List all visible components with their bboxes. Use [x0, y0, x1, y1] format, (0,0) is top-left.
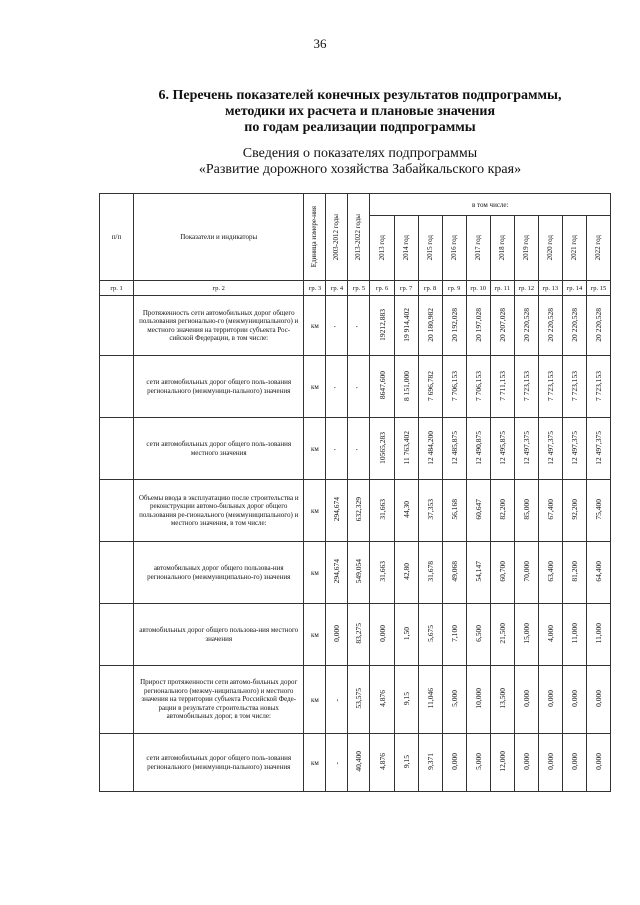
- unit-cell: км: [304, 734, 326, 792]
- value-cell: 4,000: [538, 604, 562, 666]
- value-cell: 20 197,028: [466, 296, 490, 356]
- indicator-name: Прирост протяженности сети автомо-бильных дорог регионального (межму-ниципального) и местного значения на территории субъекта Российской Феде-рации в результате строительства новых автомобильных дорог, в том числе:: [134, 666, 304, 734]
- value-cell: 20 192,028: [442, 296, 466, 356]
- value-cell: 20 220,528: [562, 296, 586, 356]
- header-num: п/п: [100, 194, 134, 281]
- value-2003-2012: ': [326, 356, 348, 418]
- value-cell: 20 220,528: [586, 296, 610, 356]
- value-cell: 20 220,528: [538, 296, 562, 356]
- value-cell: 7 706,153: [466, 356, 490, 418]
- indicator-name: Протяженность сети автомобильных дорог общего пользования регионально-го (межмуниципального) и местного значения на территории субъекта Рос-сийской Федерации, в том числе:: [134, 296, 304, 356]
- value-cell: 12 497,375: [562, 418, 586, 480]
- indicator-name: сети автомобильных дорог общего поль-зования регионального (межмуници-пального) значения: [134, 356, 304, 418]
- value-cell: 8 151,000: [394, 356, 418, 418]
- value-cell: 0,000: [370, 604, 394, 666]
- value-cell: 44,30: [394, 480, 418, 542]
- group-label: гр. 12: [514, 281, 538, 296]
- value-cell: 7 723,153: [538, 356, 562, 418]
- value-cell: 12 495,875: [490, 418, 514, 480]
- table-subtitle: [120, 146, 600, 178]
- title-line: 6. Перечень показателей конечных результатов подпрограммы,: [158, 88, 562, 103]
- value-cell: 12 497,375: [538, 418, 562, 480]
- value-2013-2022: ': [348, 356, 370, 418]
- indicator-name: автомобильных дорог общего пользова-ния местного значения: [134, 604, 304, 666]
- value-cell: 7 706,153: [442, 356, 466, 418]
- value-cell: 11,000: [562, 604, 586, 666]
- header-year: 2014 год: [394, 216, 418, 281]
- value-cell: 12 497,375: [586, 418, 610, 480]
- value-cell: 0,000: [514, 734, 538, 792]
- value-cell: 8647,600: [370, 356, 394, 418]
- value-cell: 7 723,153: [514, 356, 538, 418]
- indicator-name: сети автомобильных дорог общего поль-зования местного значения: [134, 418, 304, 480]
- value-cell: 0,000: [562, 666, 586, 734]
- value-cell: 7 711,153: [490, 356, 514, 418]
- value-cell: 5,000: [466, 734, 490, 792]
- value-2003-2012: ': [326, 418, 348, 480]
- value-cell: 9,15: [394, 734, 418, 792]
- value-cell: 11,000: [586, 604, 610, 666]
- row-num-cell: [100, 480, 134, 542]
- unit-cell: км: [304, 356, 326, 418]
- subtitle-line: Сведения о показателях подпрограммы: [242, 146, 478, 161]
- value-2013-2022: ': [348, 296, 370, 356]
- value-cell: 67,400: [538, 480, 562, 542]
- header-year: 2022 год: [586, 216, 610, 281]
- unit-cell: км: [304, 296, 326, 356]
- value-cell: 5,000: [442, 666, 466, 734]
- value-cell: 0,000: [442, 734, 466, 792]
- value-2003-2012: -: [326, 666, 348, 734]
- group-label: гр. 7: [394, 281, 418, 296]
- value-cell: 31,663: [370, 542, 394, 604]
- header-year: 2017 год: [466, 216, 490, 281]
- table-row: [100, 480, 611, 542]
- value-cell: 60,647: [466, 480, 490, 542]
- value-cell: 10565,283: [370, 418, 394, 480]
- value-cell: 75,400: [586, 480, 610, 542]
- title-line: по годам реализации подпрограммы: [244, 120, 476, 135]
- table-row: [100, 604, 611, 666]
- group-label: гр. 5: [348, 281, 370, 296]
- table-row: [100, 418, 611, 480]
- value-cell: 7 696,782: [418, 356, 442, 418]
- value-cell: 49,068: [442, 542, 466, 604]
- value-cell: 6,500: [466, 604, 490, 666]
- value-2003-2012: 294,674: [326, 480, 348, 542]
- table-row: [100, 356, 611, 418]
- value-cell: 37,353: [418, 480, 442, 542]
- title-line: методики их расчета и плановые значения: [224, 104, 496, 119]
- value-cell: 10,000: [466, 666, 490, 734]
- header-including: в том числе:: [370, 194, 611, 216]
- value-cell: 12 490,875: [466, 418, 490, 480]
- value-2013-2022: 549,054: [348, 542, 370, 604]
- value-cell: 0,000: [562, 734, 586, 792]
- row-num-cell: [100, 666, 134, 734]
- value-cell: 0,000: [586, 734, 610, 792]
- value-cell: 0,000: [586, 666, 610, 734]
- value-cell: 20 220,528: [514, 296, 538, 356]
- value-cell: 4,876: [370, 666, 394, 734]
- value-cell: 9,371: [418, 734, 442, 792]
- group-label: гр. 11: [490, 281, 514, 296]
- value-cell: 5,675: [418, 604, 442, 666]
- unit-cell: км: [304, 418, 326, 480]
- value-cell: 12 484,200: [418, 418, 442, 480]
- value-cell: 54,147: [466, 542, 490, 604]
- value-cell: 0,000: [538, 734, 562, 792]
- row-num-cell: [100, 542, 134, 604]
- value-cell: 7 723,153: [562, 356, 586, 418]
- table-row: [100, 296, 611, 356]
- value-cell: 20 207,028: [490, 296, 514, 356]
- value-cell: 19 914,402: [394, 296, 418, 356]
- value-cell: 64,400: [586, 542, 610, 604]
- value-cell: 4,876: [370, 734, 394, 792]
- section-title: [100, 88, 620, 136]
- value-cell: 42,80: [394, 542, 418, 604]
- group-label: гр. 1: [100, 281, 134, 296]
- value-cell: 70,000: [514, 542, 538, 604]
- value-cell: 31,678: [418, 542, 442, 604]
- value-cell: 81,200: [562, 542, 586, 604]
- table-row: [100, 734, 611, 792]
- indicator-name: Объемы ввода в эксплуатацию после строительства и реконструкции автомо-бильных дорог общего пользования ре-гионального (межмуниципального) и местного значения, в том числе:: [134, 480, 304, 542]
- table-row: [100, 542, 611, 604]
- group-label: гр. 4: [326, 281, 348, 296]
- value-2003-2012: 294,674: [326, 542, 348, 604]
- value-2013-2022: 632,329: [348, 480, 370, 542]
- unit-cell: км: [304, 480, 326, 542]
- value-cell: 9,15: [394, 666, 418, 734]
- value-cell: 85,000: [514, 480, 538, 542]
- value-cell: 13,500: [490, 666, 514, 734]
- header-year: 2016 год: [442, 216, 466, 281]
- header-year: 2019 год: [514, 216, 538, 281]
- group-label: гр. 8: [418, 281, 442, 296]
- header-indicators: Показатели и индикаторы: [134, 194, 304, 281]
- group-label: гр. 10: [466, 281, 490, 296]
- value-cell: 11 763,402: [394, 418, 418, 480]
- unit-cell: км: [304, 604, 326, 666]
- value-2013-2022: ': [348, 418, 370, 480]
- unit-cell: км: [304, 666, 326, 734]
- value-cell: 63,400: [538, 542, 562, 604]
- unit-cell: км: [304, 542, 326, 604]
- group-label: гр. 9: [442, 281, 466, 296]
- value-2003-2012: 0,000: [326, 604, 348, 666]
- value-cell: 92,200: [562, 480, 586, 542]
- value-cell: 7,100: [442, 604, 466, 666]
- header-unit: Единица измере-ния: [304, 194, 326, 281]
- value-cell: 0,000: [538, 666, 562, 734]
- group-label: гр. 14: [562, 281, 586, 296]
- row-num-cell: [100, 356, 134, 418]
- value-cell: 12 485,875: [442, 418, 466, 480]
- value-cell: 56,168: [442, 480, 466, 542]
- group-label: гр. 2: [134, 281, 304, 296]
- header-year: 2013 год: [370, 216, 394, 281]
- group-label: гр. 13: [538, 281, 562, 296]
- value-cell: 19212,883: [370, 296, 394, 356]
- value-cell: 15,000: [514, 604, 538, 666]
- header-2013-2022: 2013-2022 годы: [348, 194, 370, 281]
- group-label: гр. 15: [586, 281, 610, 296]
- subtitle-line: «Развитие дорожного хозяйства Забайкальского края»: [198, 162, 522, 177]
- group-label: гр. 3: [304, 281, 326, 296]
- value-2013-2022: 53,575: [348, 666, 370, 734]
- row-num-cell: [100, 734, 134, 792]
- header-year: 2018 год: [490, 216, 514, 281]
- value-cell: 60,700: [490, 542, 514, 604]
- value-2013-2022: 83,275: [348, 604, 370, 666]
- value-cell: 1,50: [394, 604, 418, 666]
- value-cell: 11,046: [418, 666, 442, 734]
- header-year: 2021 год: [562, 216, 586, 281]
- header-year: 2020 год: [538, 216, 562, 281]
- header-year: 2015 год: [418, 216, 442, 281]
- group-label: гр. 6: [370, 281, 394, 296]
- value-2013-2022: 40,400: [348, 734, 370, 792]
- value-cell: 7 723,153: [586, 356, 610, 418]
- value-2003-2012: ': [326, 296, 348, 356]
- table-row: [100, 666, 611, 734]
- indicator-name: автомобильных дорог общего пользова-ния регионального (межмуниципально-го) значения: [134, 542, 304, 604]
- value-cell: 82,200: [490, 480, 514, 542]
- page-number: 36: [313, 36, 327, 51]
- row-num-cell: [100, 418, 134, 480]
- row-num-cell: [100, 604, 134, 666]
- value-cell: 12,000: [490, 734, 514, 792]
- header-2003-2012: 2003-2012 годы: [326, 194, 348, 281]
- value-cell: 31,663: [370, 480, 394, 542]
- value-2003-2012: -: [326, 734, 348, 792]
- indicator-name: сети автомобильных дорог общего поль-зования регионального (межмуници-пального) значения: [134, 734, 304, 792]
- indicators-table: [99, 193, 611, 792]
- value-cell: 21,500: [490, 604, 514, 666]
- value-cell: 0,000: [514, 666, 538, 734]
- row-num-cell: [100, 296, 134, 356]
- value-cell: 12 497,375: [514, 418, 538, 480]
- value-cell: 20 180,982: [418, 296, 442, 356]
